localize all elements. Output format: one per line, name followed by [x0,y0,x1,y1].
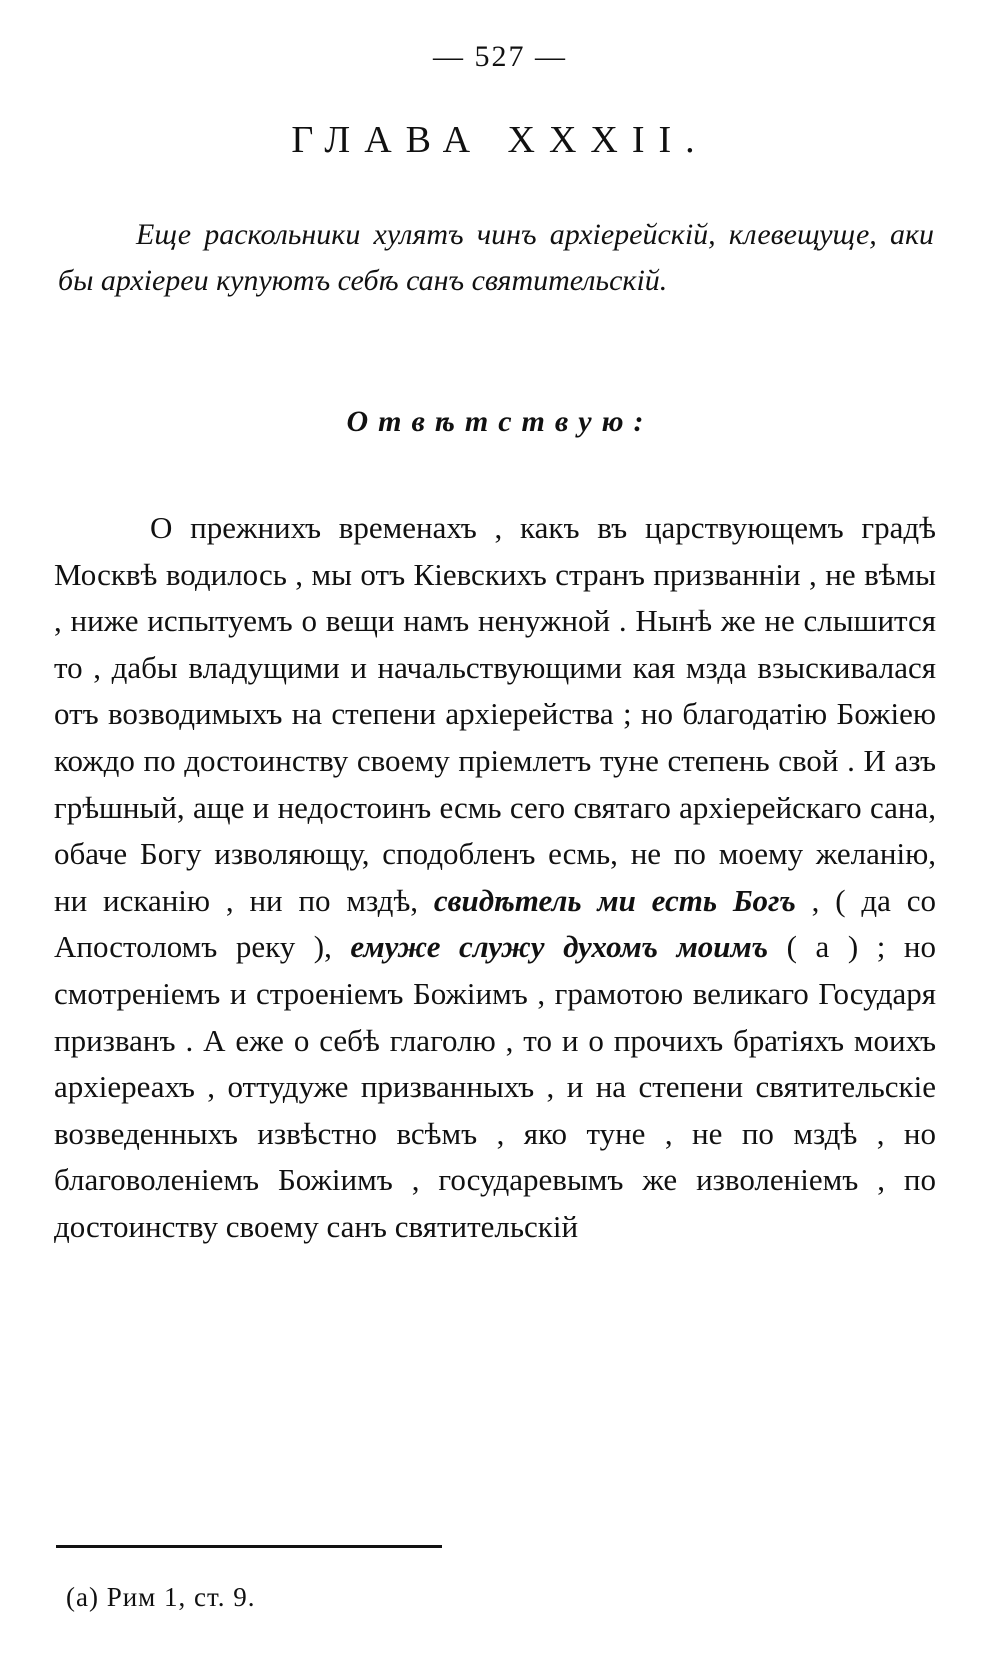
body-text-part-2: , ( да со Апостоломъ реку ), [54,882,936,965]
body-text-part-3: ( а ) ; но смотреніемъ и строеніемъ Божіимъ , грамотою великаго Государя призванъ . А еже о себѣ глаголю , то и о прочихъ братіяхъ моихъ архіереахъ , оттудуже призванныхъ , и на степени святительскіе возведенныхъ извѣстно всѣмъ , яко туне , не по мздѣ , но благоволеніемъ Божіимъ , государевымъ же изволеніемъ , по достоинству своему санъ святительскій [54,929,936,1244]
body-paragraph [54,505,936,1251]
chapter-heading: ГЛАВА XXXII. [291,119,709,161]
page-number: — 527 — [433,40,567,73]
footnote-divider [56,1545,442,1548]
scripture-quote-1: свидѣтель ми есть Богъ [433,882,796,918]
chapter-summary: Еще раскольники хулятъ чинъ архіерейскій, клевещуще, аки бы архіереи купуютъ себѣ санъ святительскій. [58,218,934,297]
scripture-quote-2: емуже служу духомъ моимъ [350,929,769,965]
response-heading: Отвѣтствую: [346,405,654,438]
body-text-part-1: О прежнихъ временахъ , какъ въ царствующемъ градѣ Москвѣ водилось , мы отъ Кіевскихъ странъ призванніи , не вѣмы , ниже испытуемъ о вещи намъ ненужной . Нынѣ же не слышится то , дабы владущими и начальствующими кая мзда взыскивалася отъ возводимыхъ на степени архіерейства ; но благодатію Божіею кождо по достоинству своему пріемлетъ туне степень свой . И азъ грѣшный, аще и недостоинъ есмь сего святаго архіерейскаго сана, обаче Богу изволяющу, сподобленъ есмь, не по моему желанію, ни исканію , ни по мздѣ, [54,510,936,918]
footnote: (а) Рим 1, ст. 9. [66,1582,256,1612]
